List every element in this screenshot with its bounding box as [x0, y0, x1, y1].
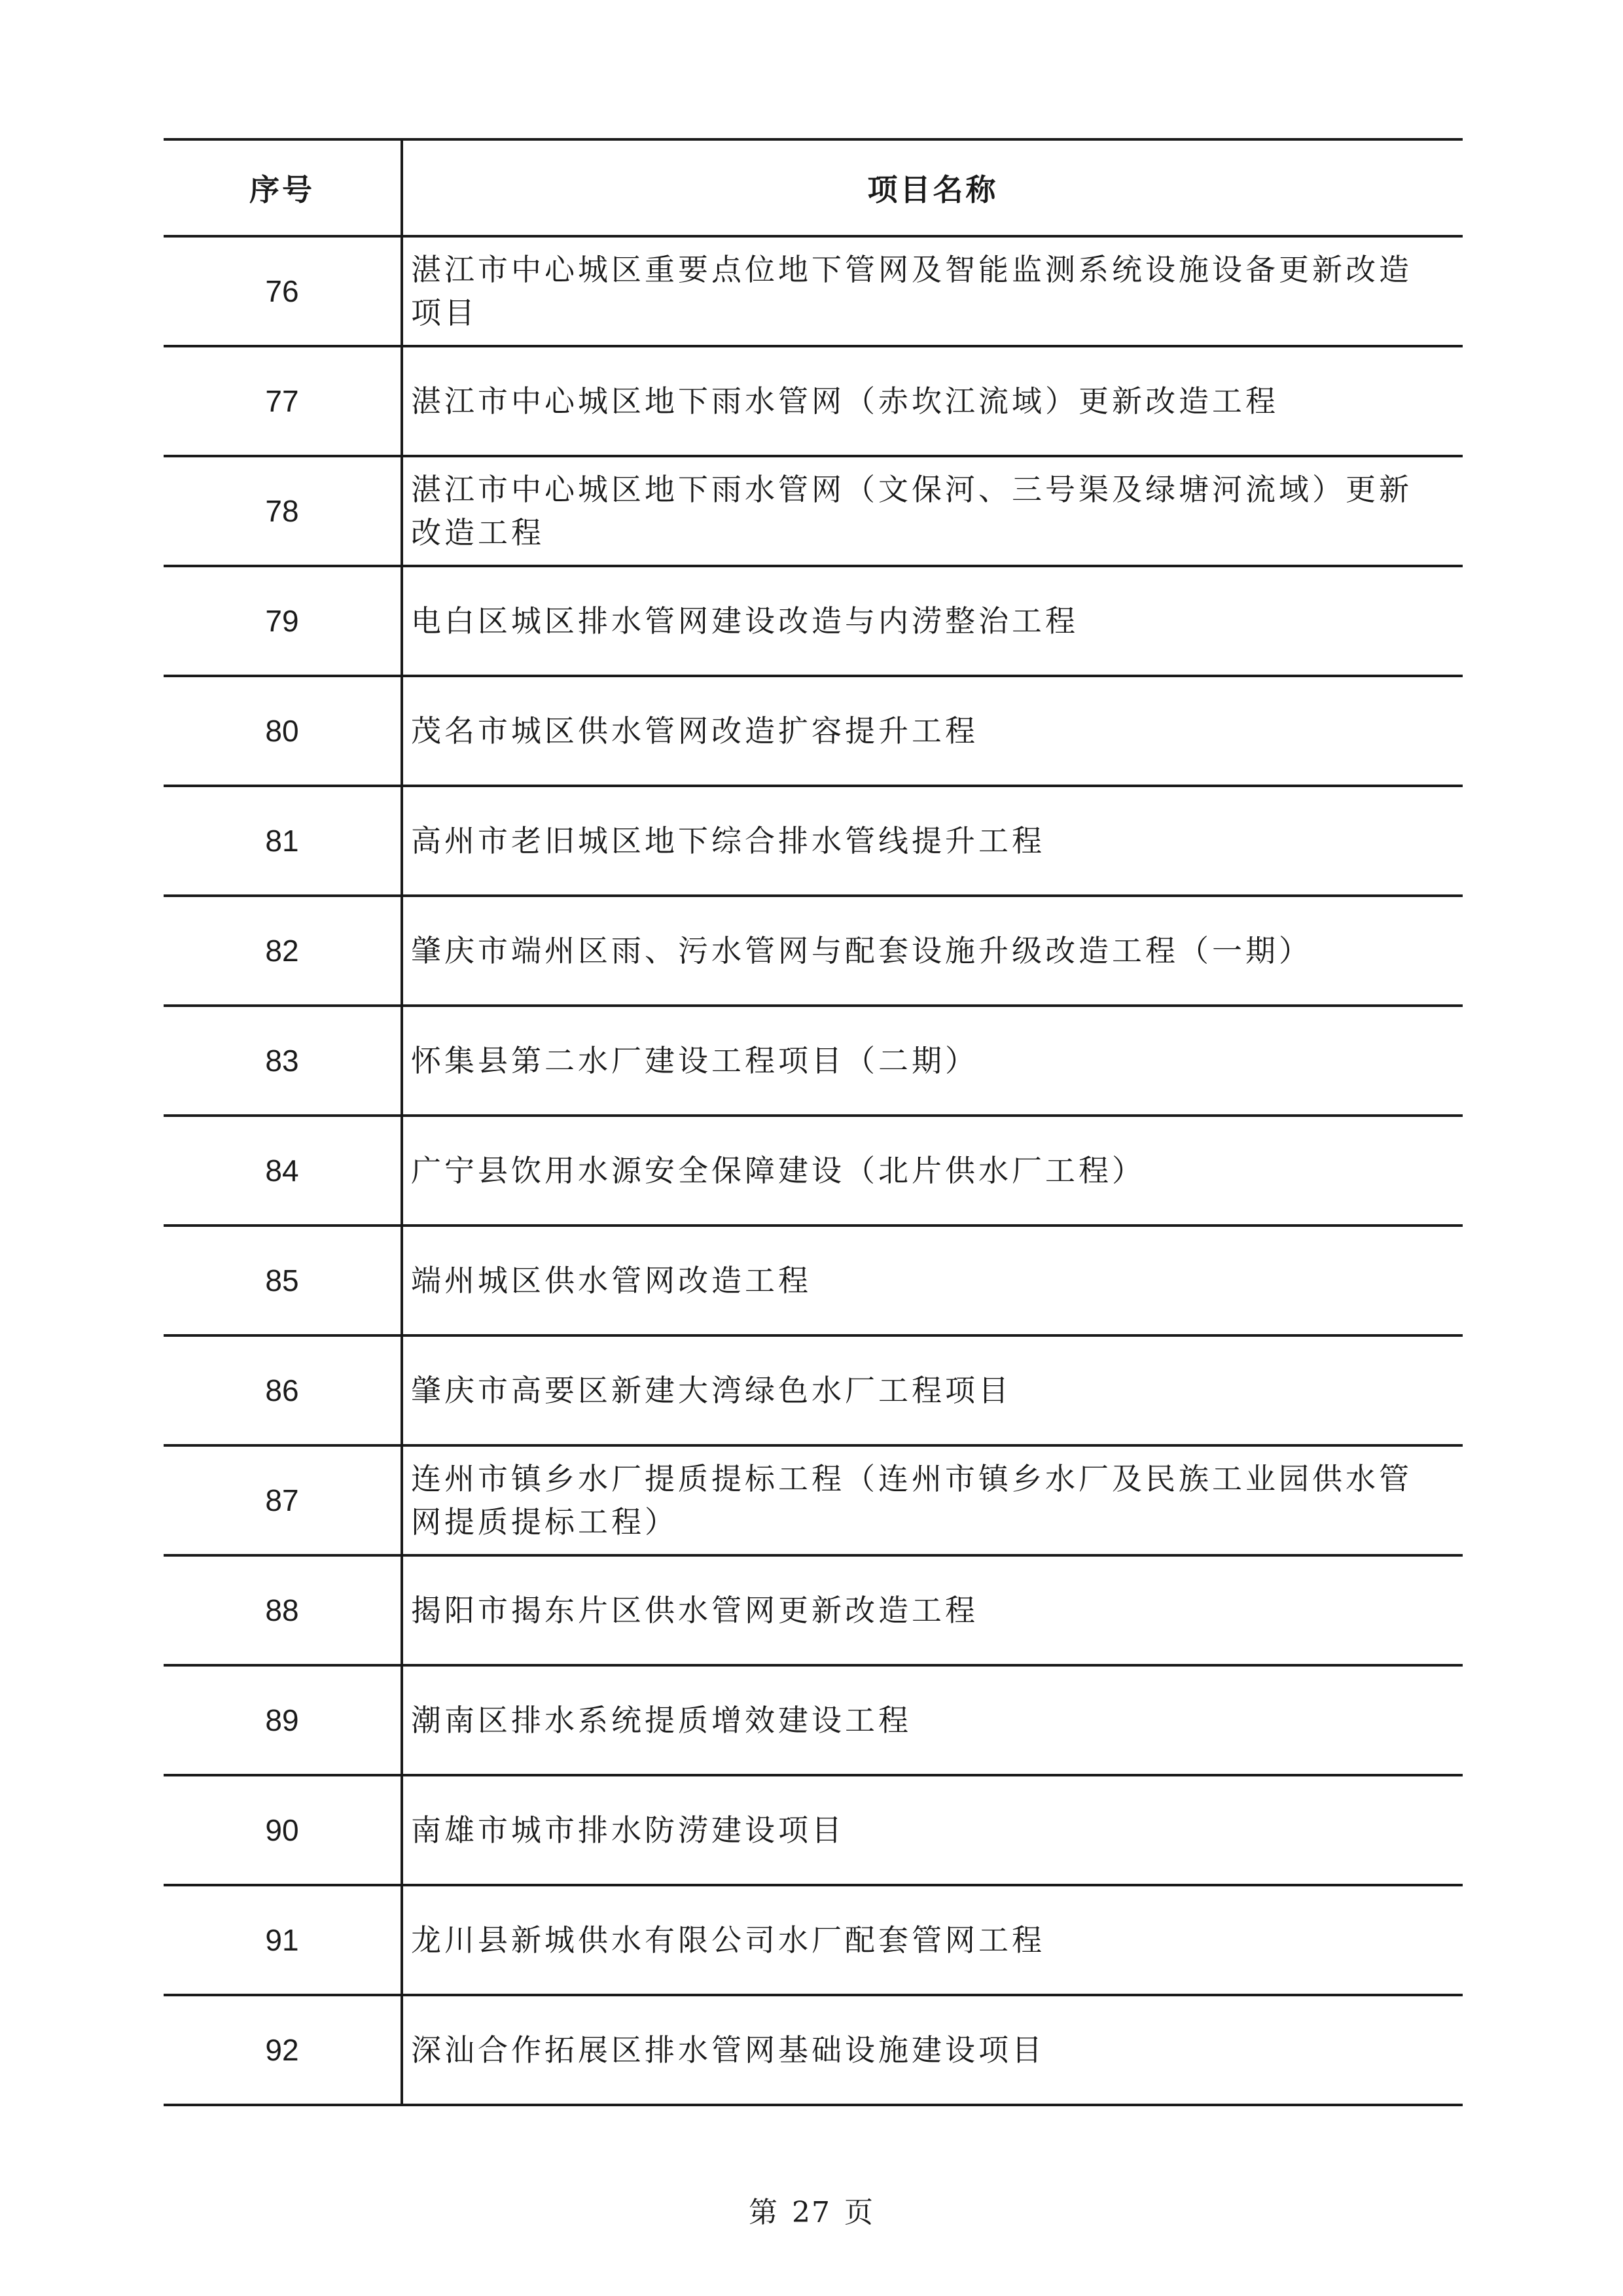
table-row: [164, 1885, 1463, 1995]
page-footer: [0, 2189, 1623, 2231]
row-serial-number: 87: [164, 1445, 402, 1555]
table-row: [164, 456, 1463, 566]
row-serial-number: 89: [164, 1665, 402, 1775]
row-serial-number: 76: [164, 236, 402, 346]
row-serial-number: 82: [164, 896, 402, 1006]
header-project-name: 项目名称: [402, 139, 1463, 236]
row-project-name: 揭阳市揭东片区供水管网更新改造工程: [402, 1555, 1463, 1665]
table-row: [164, 896, 1463, 1006]
row-project-name: 南雄市城市排水防涝建设项目: [402, 1775, 1463, 1885]
row-project-name: 端州城区供水管网改造工程: [402, 1226, 1463, 1335]
row-serial-number: 79: [164, 566, 402, 676]
row-project-name: 潮南区排水系统提质增效建设工程: [402, 1665, 1463, 1775]
table-row: [164, 1995, 1463, 2105]
project-table: [164, 138, 1463, 2106]
row-project-name: 龙川县新城供水有限公司水厂配套管网工程: [402, 1885, 1463, 1995]
row-project-name: 高州市老旧城区地下综合排水管线提升工程: [402, 786, 1463, 896]
table-row: [164, 676, 1463, 786]
table-row: [164, 236, 1463, 346]
table-row: [164, 1665, 1463, 1775]
page-footer-suffix: 页: [844, 2196, 874, 2229]
table-row: [164, 1775, 1463, 1885]
row-project-name: 湛江市中心城区地下雨水管网（赤坎江流域）更新改造工程: [402, 346, 1463, 456]
row-serial-number: 80: [164, 676, 402, 786]
row-project-name: 湛江市中心城区地下雨水管网（文保河、三号渠及绿塘河流域）更新改造工程: [402, 456, 1463, 566]
row-project-name: 深汕合作拓展区排水管网基础设施建设项目: [402, 1995, 1463, 2105]
row-project-name: 怀集县第二水厂建设工程项目（二期）: [402, 1006, 1463, 1116]
row-serial-number: 90: [164, 1775, 402, 1885]
table-row: [164, 346, 1463, 456]
row-project-name: 广宁县饮用水源安全保障建设（北片供水厂工程）: [402, 1116, 1463, 1226]
table-row: [164, 566, 1463, 676]
row-serial-number: 83: [164, 1006, 402, 1116]
page-footer-prefix: 第: [749, 2196, 779, 2229]
row-project-name: 电白区城区排水管网建设改造与内涝整治工程: [402, 566, 1463, 676]
page-number: 27: [792, 2196, 831, 2229]
table-row: [164, 1445, 1463, 1555]
row-serial-number: 88: [164, 1555, 402, 1665]
row-serial-number: 85: [164, 1226, 402, 1335]
table-row: [164, 1335, 1463, 1445]
table-row: [164, 1006, 1463, 1116]
header-serial-number: 序号: [164, 139, 402, 236]
row-project-name: 肇庆市端州区雨、污水管网与配套设施升级改造工程（一期）: [402, 896, 1463, 1006]
table-row: [164, 1226, 1463, 1335]
row-serial-number: 86: [164, 1335, 402, 1445]
row-serial-number: 77: [164, 346, 402, 456]
table-row: [164, 1116, 1463, 1226]
row-project-name: 连州市镇乡水厂提质提标工程（连州市镇乡水厂及民族工业园供水管网提质提标工程）: [402, 1445, 1463, 1555]
row-project-name: 茂名市城区供水管网改造扩容提升工程: [402, 676, 1463, 786]
row-serial-number: 78: [164, 456, 402, 566]
row-project-name: 肇庆市高要区新建大湾绿色水厂工程项目: [402, 1335, 1463, 1445]
table-row: [164, 786, 1463, 896]
row-serial-number: 84: [164, 1116, 402, 1226]
row-serial-number: 92: [164, 1995, 402, 2105]
table-header-row: [164, 139, 1463, 236]
table-row: [164, 1555, 1463, 1665]
row-project-name: 湛江市中心城区重要点位地下管网及智能监测系统设施设备更新改造项目: [402, 236, 1463, 346]
row-serial-number: 91: [164, 1885, 402, 1995]
row-serial-number: 81: [164, 786, 402, 896]
